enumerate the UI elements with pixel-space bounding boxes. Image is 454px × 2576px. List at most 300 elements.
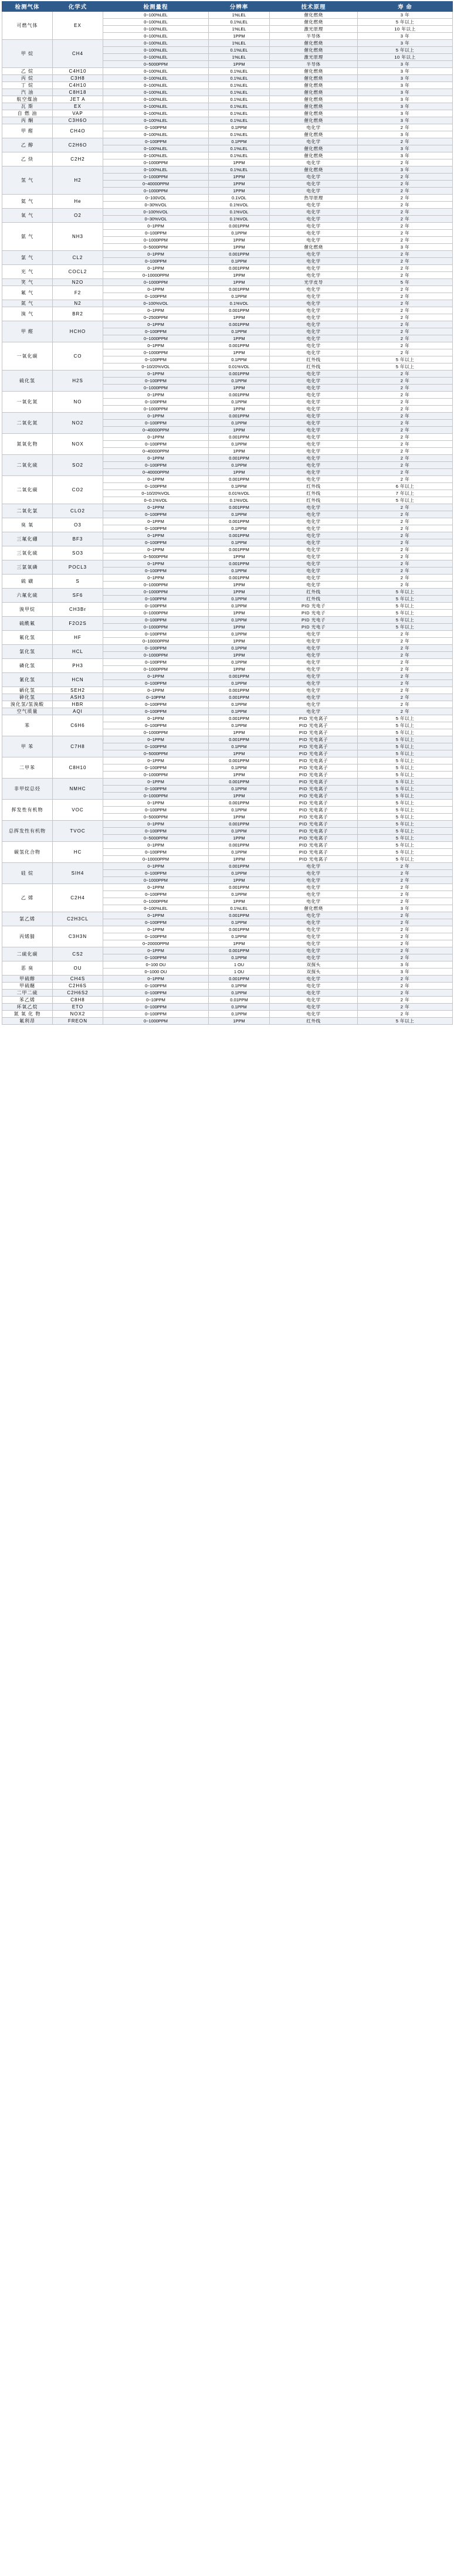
detection-range-cell: 0~10000PPM xyxy=(103,856,209,863)
gas-name-cell: 硅 烷 xyxy=(2,863,53,884)
table-row xyxy=(2,110,453,117)
detection-range-cell: 0~100%LEL xyxy=(103,96,209,103)
gas-name-cell: 自 燃 油 xyxy=(2,110,53,117)
table-row xyxy=(2,687,453,694)
chemical-formula-cell: HCN xyxy=(53,673,103,687)
table-row xyxy=(2,701,453,708)
detection-range-cell: 0~100PPM xyxy=(103,567,209,575)
lifetime-cell: 5 年以上 xyxy=(358,828,453,835)
chemical-formula-cell: C3H6O xyxy=(53,117,103,124)
technology-cell: 电化学 xyxy=(270,546,358,553)
gas-name-cell: 氮氧化物 xyxy=(2,434,53,455)
technology-cell: 电化学 xyxy=(270,575,358,582)
resolution-cell: 0.01%VOL xyxy=(209,363,270,371)
resolution-cell: 1PPM xyxy=(209,666,270,673)
detection-range-cell: 0~100PPM xyxy=(103,539,209,546)
detection-range-cell: 0~1PPM xyxy=(103,371,209,378)
technology-cell: 电化学 xyxy=(270,504,358,511)
chemical-formula-cell: He xyxy=(53,195,103,209)
lifetime-cell: 2 年 xyxy=(358,216,453,223)
resolution-cell: 1%LEL xyxy=(209,12,270,19)
detection-range-cell: 0~100 OU xyxy=(103,961,209,968)
technology-cell: PID 光电子 xyxy=(270,617,358,624)
lifetime-cell: 3 年 xyxy=(358,103,453,110)
chemical-formula-cell: O3 xyxy=(53,518,103,532)
table-row xyxy=(2,504,453,511)
resolution-cell: 0.1%LEL xyxy=(209,75,270,82)
table-row xyxy=(2,1004,453,1011)
technology-cell: 催化燃烧 xyxy=(270,110,358,117)
detection-range-cell: 0~10/20%VOL xyxy=(103,490,209,497)
technology-cell: 电化学 xyxy=(270,420,358,427)
technology-cell: 电化学 xyxy=(270,919,358,926)
gas-name-cell: 氦 气 xyxy=(2,195,53,209)
lifetime-cell: 2 年 xyxy=(358,469,453,476)
lifetime-cell: 2 年 xyxy=(358,870,453,877)
technology-cell: 电化学 xyxy=(270,328,358,335)
chemical-formula-cell: CH4O xyxy=(53,124,103,138)
table-row xyxy=(2,912,453,919)
detection-range-cell: 0~1000PPM xyxy=(103,610,209,617)
lifetime-cell: 2 年 xyxy=(358,462,453,469)
table-header xyxy=(2,2,453,12)
resolution-cell: 0.1%LEL xyxy=(209,96,270,103)
detection-range-cell: 0~1PPM xyxy=(103,307,209,314)
resolution-cell: 0.001PPM xyxy=(209,371,270,378)
detection-range-cell: 0~40000PPM xyxy=(103,427,209,434)
resolution-cell: 0.1PPM xyxy=(209,462,270,469)
detection-range-cell: 0~100VOL xyxy=(103,195,209,202)
detection-range-cell: 0~100%LEL xyxy=(103,166,209,174)
lifetime-cell: 2 年 xyxy=(358,990,453,997)
detection-range-cell: 0~100PPM xyxy=(103,399,209,406)
chemical-formula-cell: AQI xyxy=(53,708,103,715)
lifetime-cell: 2 年 xyxy=(358,237,453,244)
table-row xyxy=(2,138,453,145)
technology-cell: PID 光电离子 xyxy=(270,835,358,842)
gas-name-cell: 硫 磺 xyxy=(2,575,53,589)
chemical-formula-cell: HF xyxy=(53,631,103,645)
gas-name-cell: 丙烯腈 xyxy=(2,926,53,947)
technology-cell: 催化燃烧 xyxy=(270,103,358,110)
table-row xyxy=(2,715,453,722)
technology-cell: 电化学 xyxy=(270,286,358,293)
chemical-formula-cell: F2O2S xyxy=(53,617,103,631)
gas-name-cell: 三氯氧磷 xyxy=(2,560,53,575)
lifetime-cell: 2 年 xyxy=(358,652,453,659)
detection-range-cell: 0~100%LEL xyxy=(103,905,209,912)
resolution-cell: 0.1%LEL xyxy=(209,152,270,159)
chemical-formula-cell: NMHC xyxy=(53,779,103,800)
detection-range-cell: 0~1PPM xyxy=(103,321,209,328)
resolution-cell: 0.001PPM xyxy=(209,779,270,786)
detection-range-cell: 0~100%LEL xyxy=(103,89,209,96)
lifetime-cell: 5 年以上 xyxy=(358,764,453,772)
detection-range-cell: 0~1PPM xyxy=(103,434,209,441)
technology-cell: 电化学 xyxy=(270,997,358,1004)
chemical-formula-cell: SEH2 xyxy=(53,687,103,694)
lifetime-cell: 2 年 xyxy=(358,455,453,462)
resolution-cell: 0.1PPM xyxy=(209,138,270,145)
technology-cell: 红外线 xyxy=(270,363,358,371)
lifetime-cell: 2 年 xyxy=(358,159,453,166)
technology-cell: PID 光电离子 xyxy=(270,807,358,814)
col-header-range: 检测量程 xyxy=(103,2,209,12)
detection-range-cell: 0~100PPM xyxy=(103,764,209,772)
detection-range-cell: 0~100PPM xyxy=(103,680,209,687)
lifetime-cell: 5 年以上 xyxy=(358,842,453,849)
table-row xyxy=(2,68,453,75)
detection-range-cell: 0~100PPM xyxy=(103,378,209,385)
chemical-formula-cell: C2H2 xyxy=(53,152,103,166)
gas-name-cell: 砷化氢 xyxy=(2,694,53,701)
resolution-cell: 1PPM xyxy=(209,181,270,188)
detection-range-cell: 0~1PPM xyxy=(103,976,209,983)
table-row xyxy=(2,82,453,89)
gas-name-cell: 一氧化碳 xyxy=(2,342,53,371)
table-row xyxy=(2,532,453,539)
resolution-cell: 0.1%LEL xyxy=(209,68,270,75)
technology-cell: 催化燃烧 xyxy=(270,68,358,75)
gas-name-cell: 溴 气 xyxy=(2,307,53,321)
resolution-cell: 0.001PPM xyxy=(209,265,270,272)
detection-range-cell: 0~100PPM xyxy=(103,954,209,961)
chemical-formula-cell: C8H10 xyxy=(53,757,103,779)
gas-name-cell: 二氧化碳 xyxy=(2,476,53,504)
resolution-cell: 0.001PPM xyxy=(209,926,270,933)
resolution-cell: 1PPM xyxy=(209,750,270,757)
detection-range-cell: 0~100PPM xyxy=(103,124,209,131)
detection-range-cell: 0~40000PPM xyxy=(103,469,209,476)
resolution-cell: 0.001PPM xyxy=(209,560,270,567)
resolution-cell: 0.1%LEL xyxy=(209,110,270,117)
technology-cell: 电化学 xyxy=(270,392,358,399)
technology-cell: 电化学 xyxy=(270,406,358,413)
gas-name-cell: 乙 烯 xyxy=(2,884,53,912)
resolution-cell: 0.1VOL xyxy=(209,195,270,202)
table-row xyxy=(2,342,453,349)
lifetime-cell: 2 年 xyxy=(358,328,453,335)
technology-cell: 催化燃烧 xyxy=(270,152,358,159)
lifetime-cell: 3 年 xyxy=(358,89,453,96)
lifetime-cell: 2 年 xyxy=(358,997,453,1004)
gas-name-cell: 甲硫醚 xyxy=(2,983,53,990)
resolution-cell: 0.1PPM xyxy=(209,849,270,856)
resolution-cell: 0.1PPM xyxy=(209,539,270,546)
technology-cell: 电化学 xyxy=(270,307,358,314)
gas-name-cell: 可燃气体 xyxy=(2,12,53,40)
resolution-cell: 0.001PPM xyxy=(209,251,270,258)
resolution-cell: 1PPM xyxy=(209,335,270,342)
detection-range-cell: 0~10PPM xyxy=(103,694,209,701)
resolution-cell: 0.1%VOL xyxy=(209,209,270,216)
technology-cell: PID 光电离子 xyxy=(270,764,358,772)
resolution-cell: 1 OU xyxy=(209,968,270,976)
detection-range-cell: 0~100PPM xyxy=(103,525,209,532)
resolution-cell: 1PPM xyxy=(209,877,270,884)
chemical-formula-cell: ASH3 xyxy=(53,694,103,701)
technology-cell: 催化燃烧 xyxy=(270,47,358,54)
lifetime-cell: 5 年以上 xyxy=(358,807,453,814)
technology-cell: 红外线 xyxy=(270,1018,358,1025)
resolution-cell: 0.001PPM xyxy=(209,434,270,441)
lifetime-cell: 2 年 xyxy=(358,300,453,307)
technology-cell: 电化学 xyxy=(270,673,358,680)
resolution-cell: 0.1PPM xyxy=(209,722,270,729)
detection-range-cell: 0~100PPM xyxy=(103,701,209,708)
resolution-cell: 0.1PPM xyxy=(209,511,270,518)
technology-cell: 电化学 xyxy=(270,1011,358,1018)
technology-cell: 电化学 xyxy=(270,230,358,237)
detection-range-cell: 0~100PPM xyxy=(103,258,209,265)
resolution-cell: 1PPM xyxy=(209,448,270,455)
lifetime-cell: 2 年 xyxy=(358,209,453,216)
table-row xyxy=(2,124,453,131)
technology-cell: PID 光电离子 xyxy=(270,743,358,750)
lifetime-cell: 2 年 xyxy=(358,314,453,321)
resolution-cell: 0.001PPM xyxy=(209,673,270,680)
detection-range-cell: 0~1000PPM xyxy=(103,335,209,342)
gas-name-cell: 三氟化硼 xyxy=(2,532,53,546)
table-row xyxy=(2,603,453,610)
technology-cell: 电化学 xyxy=(270,349,358,356)
gas-name-cell: 乙 炔 xyxy=(2,152,53,166)
detection-range-cell: 0~1PPM xyxy=(103,265,209,272)
gas-name-cell: 笑 气 xyxy=(2,279,53,286)
detection-range-cell: 0~1000PPM xyxy=(103,877,209,884)
gas-name-cell: 溴化氢/氢溴酸 xyxy=(2,701,53,708)
resolution-cell: 0.1PPM xyxy=(209,828,270,835)
table-row xyxy=(2,195,453,202)
lifetime-cell: 5 年以上 xyxy=(358,793,453,800)
detection-range-cell: 0~1PPM xyxy=(103,342,209,349)
gas-name-cell: 甲 烷 xyxy=(2,40,53,68)
technology-cell: PID 光电离子 xyxy=(270,715,358,722)
resolution-cell: 0.001PPM xyxy=(209,842,270,849)
gas-name-cell: 溴甲烷 xyxy=(2,603,53,617)
lifetime-cell: 2 年 xyxy=(358,638,453,645)
lifetime-cell: 2 年 xyxy=(358,392,453,399)
lifetime-cell: 2 年 xyxy=(358,420,453,427)
gas-name-cell: 二甲苯 xyxy=(2,757,53,779)
technology-cell: 电化学 xyxy=(270,434,358,441)
detection-range-cell: 0~1PPM xyxy=(103,736,209,743)
lifetime-cell: 2 年 xyxy=(358,272,453,279)
resolution-cell: 0.1PPM xyxy=(209,525,270,532)
resolution-cell: 0.1PPM xyxy=(209,293,270,300)
technology-cell: 电化学 xyxy=(270,216,358,223)
resolution-cell: 0.001PPM xyxy=(209,392,270,399)
table-row xyxy=(2,434,453,441)
col-header-resolution: 分辨率 xyxy=(209,2,270,12)
technology-cell: 催化燃烧 xyxy=(270,117,358,124)
resolution-cell: 0.1PPM xyxy=(209,708,270,715)
gas-name-cell: 非甲烷总烃 xyxy=(2,779,53,800)
resolution-cell: 0.1PPM xyxy=(209,983,270,990)
gas-name-cell: 汽 油 xyxy=(2,89,53,96)
lifetime-cell: 2 年 xyxy=(358,553,453,560)
chemical-formula-cell: C2H6S xyxy=(53,983,103,990)
gas-name-cell: 航空煤油 xyxy=(2,96,53,103)
technology-cell: 催化燃烧 xyxy=(270,82,358,89)
detection-range-cell: 0~100PPM xyxy=(103,603,209,610)
table-row xyxy=(2,708,453,715)
chemical-formula-cell: FREON xyxy=(53,1018,103,1025)
resolution-cell: 1PPM xyxy=(209,244,270,251)
col-header-gas: 检测气体 xyxy=(2,2,53,12)
detection-range-cell: 0~100PPM xyxy=(103,990,209,997)
chemical-formula-cell: BR2 xyxy=(53,307,103,321)
lifetime-cell: 5 年以上 xyxy=(358,356,453,363)
technology-cell: 电化学 xyxy=(270,539,358,546)
resolution-cell: 0.1%LEL xyxy=(209,19,270,26)
gas-name-cell: 氰化氢 xyxy=(2,673,53,687)
detection-range-cell: 0~1PPM xyxy=(103,947,209,954)
detection-range-cell: 0~1PPM xyxy=(103,575,209,582)
lifetime-cell: 5 年以上 xyxy=(358,757,453,764)
technology-cell: 电化学 xyxy=(270,666,358,673)
gas-name-cell: 氟化氢 xyxy=(2,631,53,645)
chemical-formula-cell: CO xyxy=(53,342,103,371)
detection-range-cell: 0~100PPM xyxy=(103,933,209,940)
table-body xyxy=(2,12,453,1025)
lifetime-cell: 3 年 xyxy=(358,131,453,138)
detection-range-cell: 0~100%LEL xyxy=(103,12,209,19)
lifetime-cell: 2 年 xyxy=(358,385,453,392)
table-row xyxy=(2,40,453,47)
chemical-formula-cell: CLO2 xyxy=(53,504,103,518)
technology-cell: 电化学 xyxy=(270,582,358,589)
gas-name-cell: 二氧化硫 xyxy=(2,455,53,476)
resolution-cell: 0.001PPM xyxy=(209,694,270,701)
table-row xyxy=(2,694,453,701)
col-header-technology: 技术原理 xyxy=(270,2,358,12)
detection-range-cell: 0~1PPM xyxy=(103,223,209,230)
resolution-cell: 0.1PPM xyxy=(209,743,270,750)
chemical-formula-cell: S xyxy=(53,575,103,589)
detection-range-cell: 0~100%LEL xyxy=(103,152,209,159)
chemical-formula-cell: HBR xyxy=(53,701,103,708)
lifetime-cell: 2 年 xyxy=(358,174,453,181)
detection-range-cell: 0~100%LEL xyxy=(103,145,209,152)
lifetime-cell: 2 年 xyxy=(358,1011,453,1018)
lifetime-cell: 5 年以上 xyxy=(358,772,453,779)
detection-range-cell: 0~100PPM xyxy=(103,328,209,335)
chemical-formula-cell: CL2 xyxy=(53,251,103,265)
lifetime-cell: 3 年 xyxy=(358,244,453,251)
detection-range-cell: 0~100PPM xyxy=(103,1011,209,1018)
resolution-cell: 0.001PPM xyxy=(209,532,270,539)
resolution-cell: 0.1%LEL xyxy=(209,145,270,152)
technology-cell: 红外线 xyxy=(270,356,358,363)
gas-name-cell: 光 气 xyxy=(2,265,53,279)
chemical-formula-cell: OU xyxy=(53,961,103,976)
lifetime-cell: 2 年 xyxy=(358,884,453,891)
chemical-formula-cell: F2 xyxy=(53,286,103,300)
technology-cell: 电化学 xyxy=(270,983,358,990)
resolution-cell: 0.001PPM xyxy=(209,342,270,349)
resolution-cell: 0.1PPM xyxy=(209,596,270,603)
technology-cell: 电化学 xyxy=(270,441,358,448)
table-row xyxy=(2,279,453,286)
lifetime-cell: 2 年 xyxy=(358,575,453,582)
table-row xyxy=(2,617,453,624)
technology-cell: 红外线 xyxy=(270,497,358,504)
detection-range-cell: 0~100PPM xyxy=(103,849,209,856)
lifetime-cell: 2 年 xyxy=(358,708,453,715)
detection-range-cell: 0~1000PPM xyxy=(103,772,209,779)
table-row xyxy=(2,757,453,764)
lifetime-cell: 2 年 xyxy=(358,448,453,455)
detection-range-cell: 0~1000PPM xyxy=(103,666,209,673)
detection-range-cell: 0~1PPM xyxy=(103,912,209,919)
detection-range-cell: 0~100%LEL xyxy=(103,40,209,47)
detection-range-cell: 0~1PPM xyxy=(103,863,209,870)
resolution-cell: 0.001PPM xyxy=(209,546,270,553)
resolution-cell: 1%LEL xyxy=(209,54,270,61)
detection-range-cell: 0~0.1%VOL xyxy=(103,497,209,504)
lifetime-cell: 2 年 xyxy=(358,877,453,884)
lifetime-cell: 2 年 xyxy=(358,947,453,954)
technology-cell: PID 光电离子 xyxy=(270,842,358,849)
gas-name-cell: 甲 醛 xyxy=(2,321,53,342)
lifetime-cell: 5 年以上 xyxy=(358,715,453,722)
detection-range-cell: 0~100PPM xyxy=(103,919,209,926)
lifetime-cell: 2 年 xyxy=(358,504,453,511)
chemical-formula-cell: C3H3N xyxy=(53,926,103,947)
technology-cell: PID 光电离子 xyxy=(270,750,358,757)
technology-cell: 电化学 xyxy=(270,371,358,378)
detection-range-cell: 0~5000PPM xyxy=(103,835,209,842)
technology-cell: PID 光电离子 xyxy=(270,828,358,835)
resolution-cell: 0.1PPM xyxy=(209,701,270,708)
table-row xyxy=(2,209,453,216)
technology-cell: 电化学 xyxy=(270,413,358,420)
technology-cell: 电化学 xyxy=(270,448,358,455)
resolution-cell: 0.1PPM xyxy=(209,786,270,793)
technology-cell: 电化学 xyxy=(270,870,358,877)
resolution-cell: 0.001PPM xyxy=(209,947,270,954)
detection-range-cell: 0~1000PPM xyxy=(103,1018,209,1025)
lifetime-cell: 7 年以上 xyxy=(358,490,453,497)
chemical-formula-cell: CS2 xyxy=(53,947,103,961)
table-row xyxy=(2,286,453,293)
resolution-cell: 0.1PPM xyxy=(209,680,270,687)
lifetime-cell: 2 年 xyxy=(358,940,453,947)
lifetime-cell: 2 年 xyxy=(358,406,453,413)
chemical-formula-cell: HCL xyxy=(53,645,103,659)
resolution-cell: 0.001PPM xyxy=(209,518,270,525)
chemical-formula-cell: SF6 xyxy=(53,589,103,603)
lifetime-cell: 2 年 xyxy=(358,202,453,209)
technology-cell: 电化学 xyxy=(270,659,358,666)
resolution-cell: 1PPM xyxy=(209,61,270,68)
gas-name-cell: 氮 氧 化 物 xyxy=(2,1011,53,1018)
lifetime-cell: 2 年 xyxy=(358,701,453,708)
technology-cell: 电化学 xyxy=(270,385,358,392)
detection-range-cell: 0~100%LEL xyxy=(103,68,209,75)
chemical-formula-cell: SO2 xyxy=(53,455,103,476)
detection-range-cell: 0~1000PPM xyxy=(103,385,209,392)
detection-range-cell: 0~1PPM xyxy=(103,842,209,849)
gas-name-cell: 苯 xyxy=(2,715,53,736)
resolution-cell: 0.1%VOL xyxy=(209,202,270,209)
lifetime-cell: 5 年以上 xyxy=(358,736,453,743)
resolution-cell: 0.1PPM xyxy=(209,807,270,814)
table-row xyxy=(2,673,453,680)
detection-range-cell: 0~1000PPM xyxy=(103,279,209,286)
technology-cell: 电化学 xyxy=(270,321,358,328)
